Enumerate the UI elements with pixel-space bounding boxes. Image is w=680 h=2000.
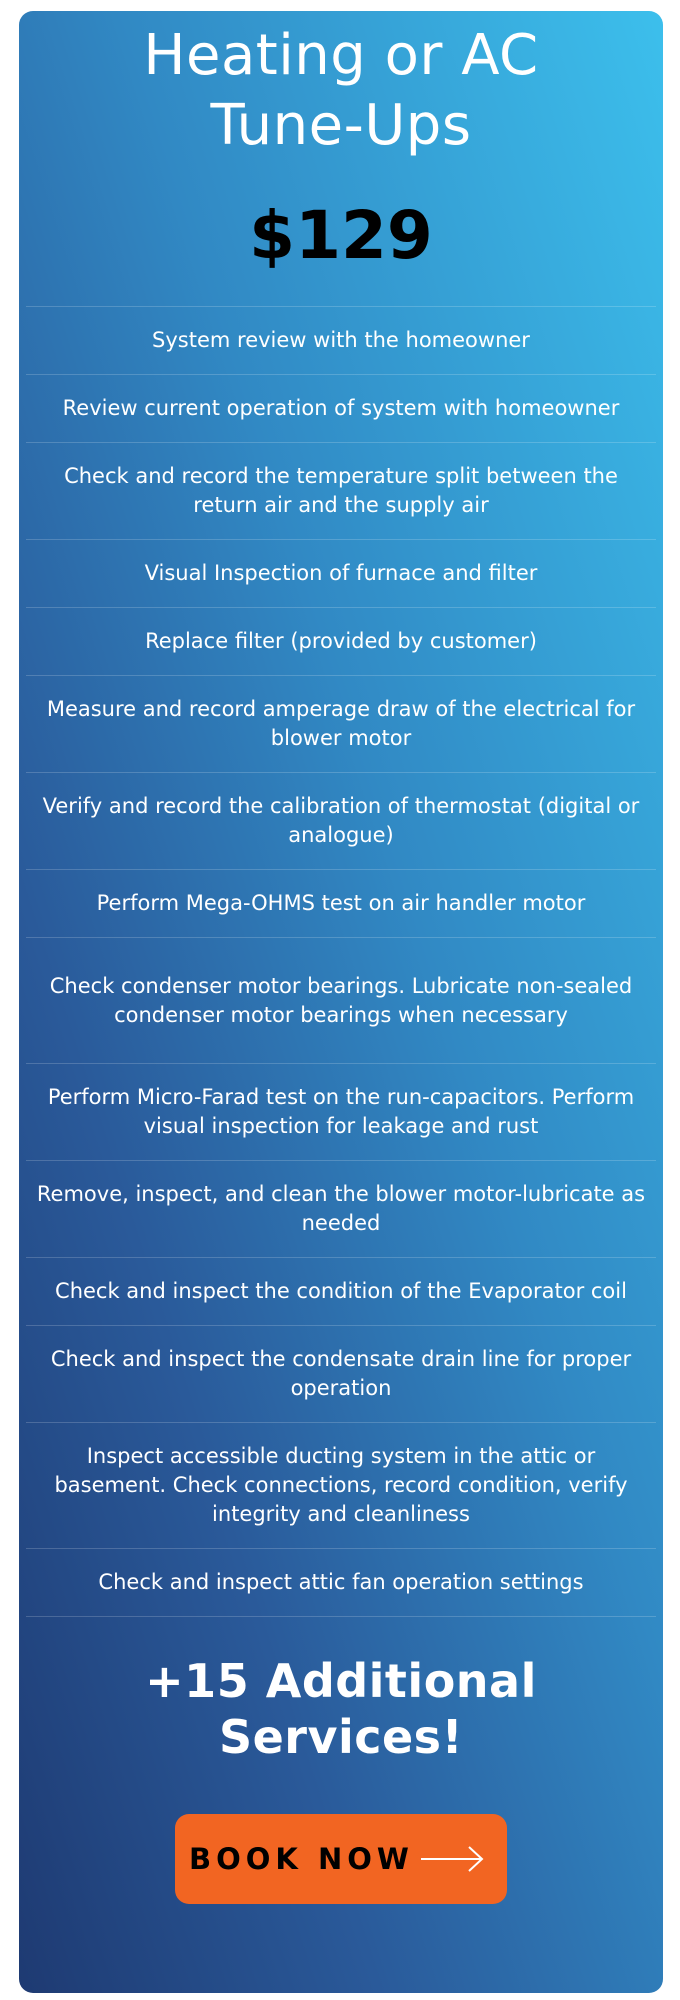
- title-line-1: Heating or AC: [143, 23, 539, 88]
- book-now-button[interactable]: [175, 1814, 507, 1904]
- book-now-label: BOOK NOW: [189, 1842, 414, 1876]
- service-item: Remove, inspect, and clean the blower motor-lubricate as needed: [26, 1161, 656, 1258]
- service-item: Check condenser motor bearings. Lubricate non-sealed condenser motor bearings when necessary: [26, 938, 656, 1064]
- service-item: Visual Inspection of furnace and filter: [26, 540, 656, 608]
- service-item: Inspect accessible ducting system in the attic or basement. Check connections, record condition, verify integrity and cleanliness: [26, 1423, 656, 1549]
- service-item: Measure and record amperage draw of the electrical for blower motor: [26, 676, 656, 773]
- service-item: Check and record the temperature split between the return air and the supply air: [26, 443, 656, 540]
- service-item: Check and inspect the condensate drain line for proper operation: [26, 1326, 656, 1423]
- services-list: [26, 306, 656, 1617]
- pricing-card: [19, 11, 663, 1993]
- service-item: System review with the homeowner: [26, 307, 656, 375]
- price: $129: [249, 197, 433, 274]
- service-item: Check and inspect the condition of the Evaporator coil: [26, 1258, 656, 1326]
- arrow-right-icon: [419, 1844, 485, 1874]
- service-item: Perform Micro-Farad test on the run-capacitors. Perform visual inspection for leakage and rust: [26, 1064, 656, 1161]
- title-line-2: Tune-Ups: [210, 93, 472, 158]
- service-item: Review current operation of system with homeowner: [26, 375, 656, 443]
- service-item: Verify and record the calibration of thermostat (digital or analogue): [26, 773, 656, 870]
- card-title: [19, 21, 663, 161]
- service-item: Replace filter (provided by customer): [26, 608, 656, 676]
- service-item: Perform Mega-OHMS test on air handler motor: [26, 870, 656, 938]
- service-item: Check and inspect attic fan operation settings: [26, 1549, 656, 1617]
- additional-services-heading: +15 Additional Services!: [145, 1654, 537, 1764]
